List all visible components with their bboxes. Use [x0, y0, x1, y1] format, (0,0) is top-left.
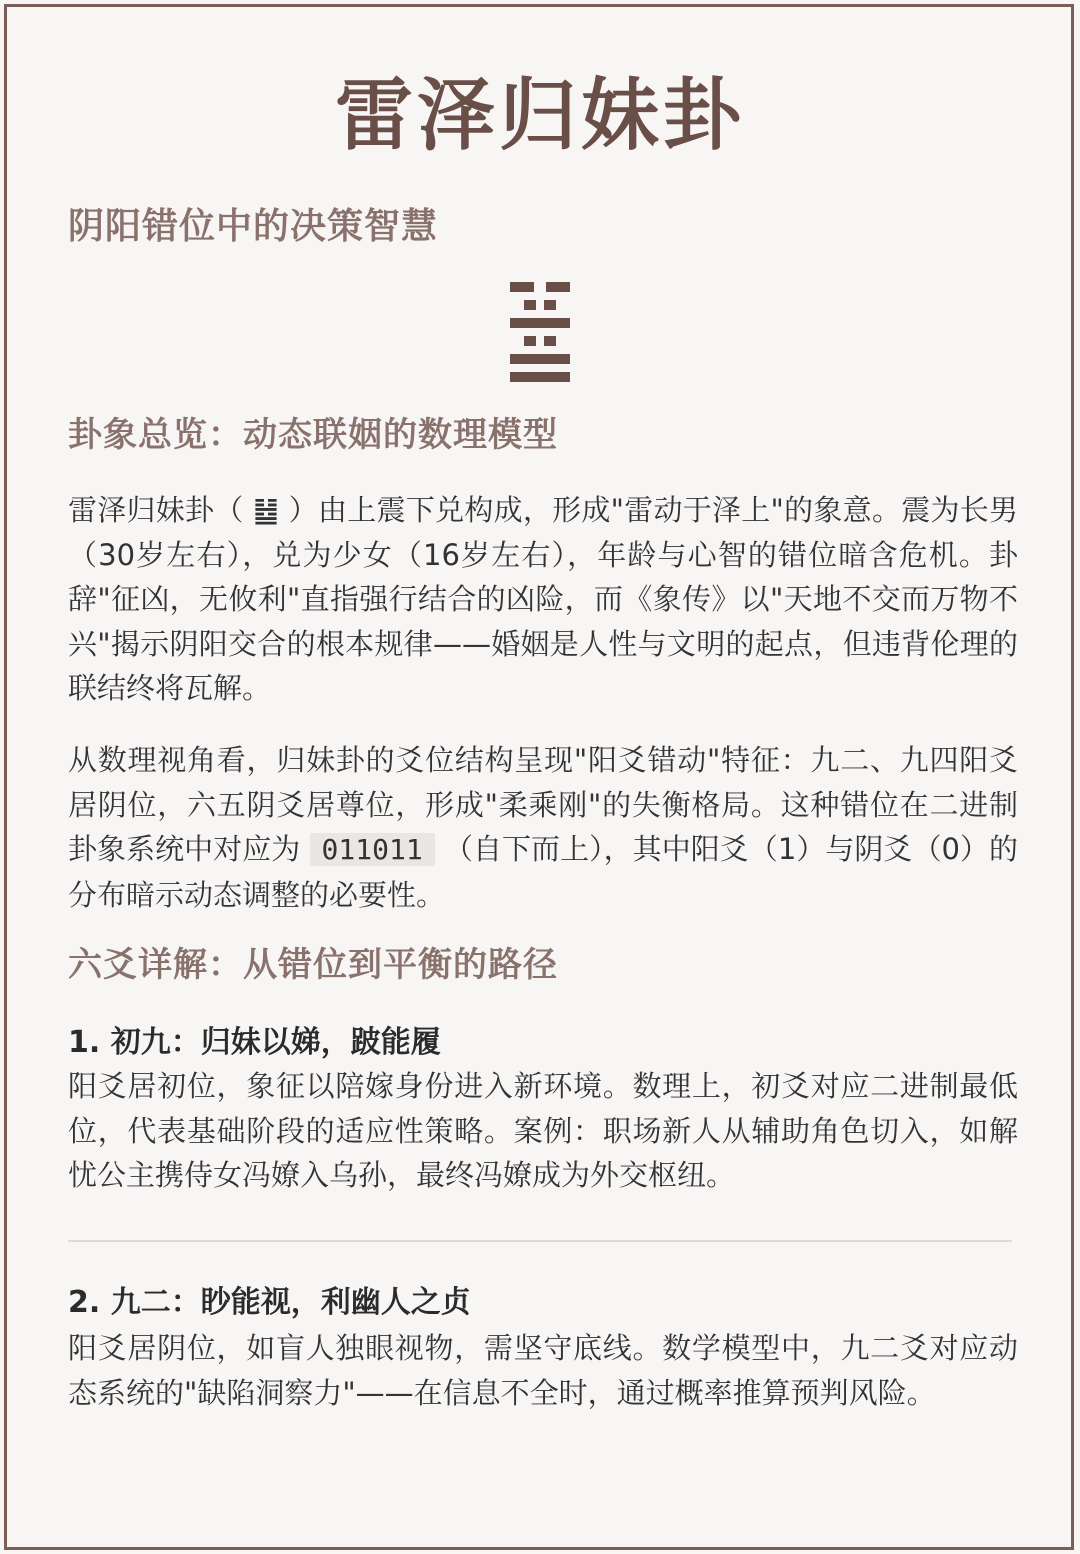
divider	[68, 1240, 1012, 1242]
hexagram-line-5	[524, 300, 536, 310]
hexagram-line-4	[510, 318, 570, 328]
line-item-text: 阳爻居阴位，如盲人独眼视物，需坚守底线。数学模型中，九二爻对应动态系统的"缺陷洞察力"——在信息不全时，通过概率推算预判风险。	[68, 1331, 1018, 1410]
overview-paragraph-1: 雷泽归妹卦（ ䷵ ）由上震下兑构成，形成"雷动于泽上"的象意。震为长男（30岁左右），兑为少女（16岁左右），年龄与心智的错位暗含危机。卦辞"征凶，无攸利"直指强行结合的凶险，而《象传》以"天地不交而万物不兴"揭示阴阳交合的根本规律——婚姻是人性与文明的起点，但违背伦理的联结终将瓦解。	[68, 493, 1018, 705]
hexagram-line-1	[510, 372, 570, 382]
hexagram-line-6	[510, 282, 534, 292]
hexagram-line-3	[524, 336, 536, 346]
hexagram-line-2	[510, 354, 570, 364]
page-subtitle: 阴阳错位中的决策智慧	[68, 206, 439, 247]
hexagram-line-6b	[546, 282, 570, 292]
binary-code: 011011	[310, 833, 435, 866]
section-heading-lines: 六爻详解：从错位到平衡的路径	[68, 945, 558, 985]
hexagram-line-3b	[544, 336, 556, 346]
overview-paragraph-2	[68, 738, 1018, 917]
section-heading-overview: 卦象总览：动态联姻的数理模型	[68, 415, 558, 455]
page-title: 雷泽归妹卦	[334, 71, 745, 161]
hexagram-line-5b	[544, 300, 556, 310]
line-item-text: 阳爻居初位，象征以陪嫁身份进入新环境。数理上，初爻对应二进制最低位，代表基础阶段的适应性策略。案例：职场新人从辅助角色切入，如解忧公主携侍女冯嫽入乌孙，最终冯嫽成为外交枢纽。	[68, 1069, 1018, 1192]
line-item-title: 1. 初九：归妹以娣，跛能履	[68, 1025, 441, 1060]
hexagram-icon	[510, 282, 570, 382]
paragraph-text: （自下而上），其中阳爻（1）与阴爻（0）的分布暗示动态调整的必要性。	[68, 832, 1019, 912]
paragraph-text: 从数理视角看，归妹卦的爻位结构呈现"阳爻错动"特征：九二、九四阳爻居阴位，六五阴爻居尊位，形成"柔乘刚"的失衡格局。这种错位在二进制卦象系统中对应为	[68, 743, 1018, 866]
line-item-title: 2. 九二：眇能视，利幽人之贞	[68, 1285, 471, 1320]
